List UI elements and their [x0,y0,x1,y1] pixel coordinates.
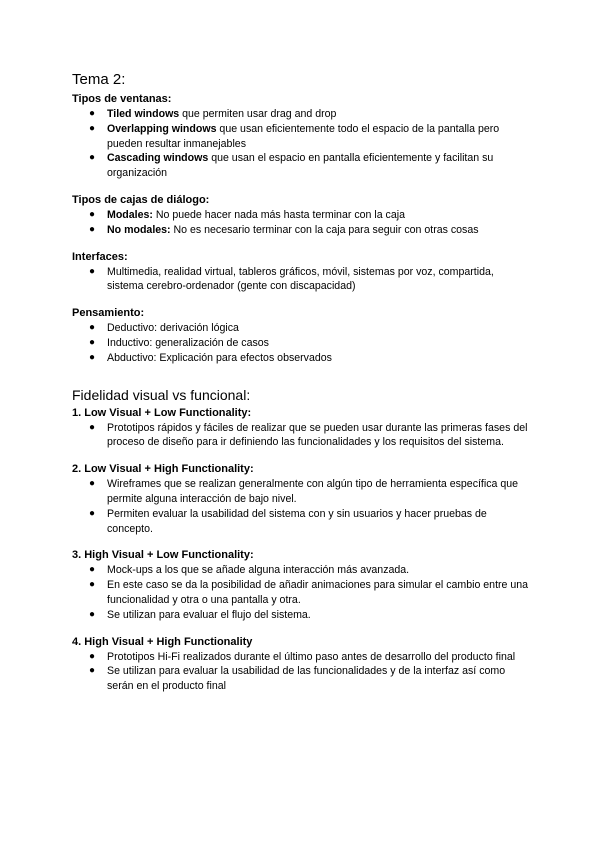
list-item [72,608,532,623]
fidelidad-section-4-list [72,650,532,694]
item-bold: Tiled windows [107,108,180,120]
ventanas-list [72,107,532,181]
list-item [72,151,532,181]
fidelidad-section-3-list [72,563,532,622]
dialogo-list [72,208,532,238]
fidelidad-section-2-title: 2. Low Visual + High Functionality: [72,463,254,476]
bullet-icon: ● [89,351,96,363]
item-bold: Cascading windows [107,152,209,165]
item-text: Wireframes que se realizan generalmente con algún tipo de herramienta específica que permite alguna interacción de bajo nivel. [107,478,519,505]
fidelidad-section-2-list [72,477,532,536]
item-text: Mock-ups a los que se añade alguna interacción más avanzada. [107,564,410,577]
bullet-icon: ● [89,507,96,519]
bullet-icon: ● [89,478,96,490]
item-bold: Modales: [107,208,153,221]
list-item [72,122,532,152]
item-text: que usan eficientemente todo el espacio de la pantalla pero pueden resultar inmanejables [107,122,500,150]
ventanas-title: Tipos de ventanas: [72,93,172,105]
list-item [72,107,532,122]
item-text: Se utilizan para evaluar la usabilidad de las funcionalidades y de la interfaz así como serán en el producto final [107,665,506,693]
document-page [72,70,532,694]
item-text: No es necesario terminar con la caja para seguir con otras cosas [170,223,479,236]
item-text: No puede hacer nada más hasta terminar con la caja [152,208,405,221]
fidelidad-section-3-title: 3. High Visual + Low Functionality: [72,549,254,562]
item-text: Prototipos rápidos y fáciles de realizar que se pueden usar durante las primeras fases del proceso de diseño para ir definiendo las funcionalidades y los requisitos del sistema. [107,421,528,449]
bullet-icon: ● [89,650,96,662]
list-item [72,321,532,336]
bullet-icon: ● [89,122,96,134]
interfaces-list [72,265,532,295]
list-item [72,664,532,694]
list-item [72,578,532,608]
item-text: Multimedia, realidad virtual, tableros gráficos, móvil, sistemas por voz, compartida, sistema cerebro-ordenador (gente con discapacidad) [107,265,494,293]
pensamiento-list [72,321,532,365]
bullet-icon: ● [89,152,96,164]
item-text: Permiten evaluar la usabilidad del sistema con y sin usuarios y hacer pruebas de concepto. [107,507,487,535]
item-text: En este caso se da la posibilidad de añadir animaciones para simular el cambio entre una funcionalidad y otra o una pantalla y otra. [107,579,529,606]
pensamiento-title: Pensamiento: [72,307,145,320]
item-bold: No modales: [107,223,171,236]
bullet-icon: ● [89,265,96,277]
item-text: Prototipos Hi-Fi realizados durante el último paso antes de desarrollo del producto final [107,650,516,663]
list-item [72,507,532,537]
list-item [72,208,532,223]
item-text: Deductivo: derivación lógica [107,322,239,335]
tema-heading: Tema 2: [72,71,126,88]
list-item [72,336,532,351]
bullet-icon: ● [89,564,96,576]
bullet-icon: ● [89,208,96,220]
item-bold: Overlapping windows [107,122,217,135]
fidelidad-section-1-list [72,421,532,451]
item-text: Abductivo: Explicación para efectos observados [107,351,332,364]
fidelidad-section-4-title: 4. High Visual + High Functionality [72,635,253,648]
item-text: Se utilizan para evaluar el flujo del sistema. [107,608,311,621]
item-text: que usan el espacio en pantalla eficientemente y facilitan su organización [107,152,494,180]
bullet-icon: ● [89,322,96,334]
dialogo-title: Tipos de cajas de diálogo: [72,193,210,206]
list-item [72,421,532,451]
list-item [72,477,532,507]
list-item [72,563,532,578]
item-text: Inductivo: generalización de casos [107,336,269,349]
fidelidad-section-1-title: 1. Low Visual + Low Functionality: [72,406,252,419]
bullet-icon: ● [89,108,96,119]
interfaces-title: Interfaces: [72,250,128,263]
bullet-icon: ● [89,665,96,677]
bullet-icon: ● [89,608,96,620]
list-item [72,351,532,366]
item-text: que permiten usar drag and drop [179,108,337,120]
list-item [72,223,532,238]
list-item [72,265,532,295]
bullet-icon: ● [89,223,96,235]
bullet-icon: ● [89,421,96,433]
bullet-icon: ● [89,579,96,591]
bullet-icon: ● [89,336,96,348]
fidelidad-heading: Fidelidad visual vs funcional: [72,386,251,403]
list-item [72,650,532,665]
